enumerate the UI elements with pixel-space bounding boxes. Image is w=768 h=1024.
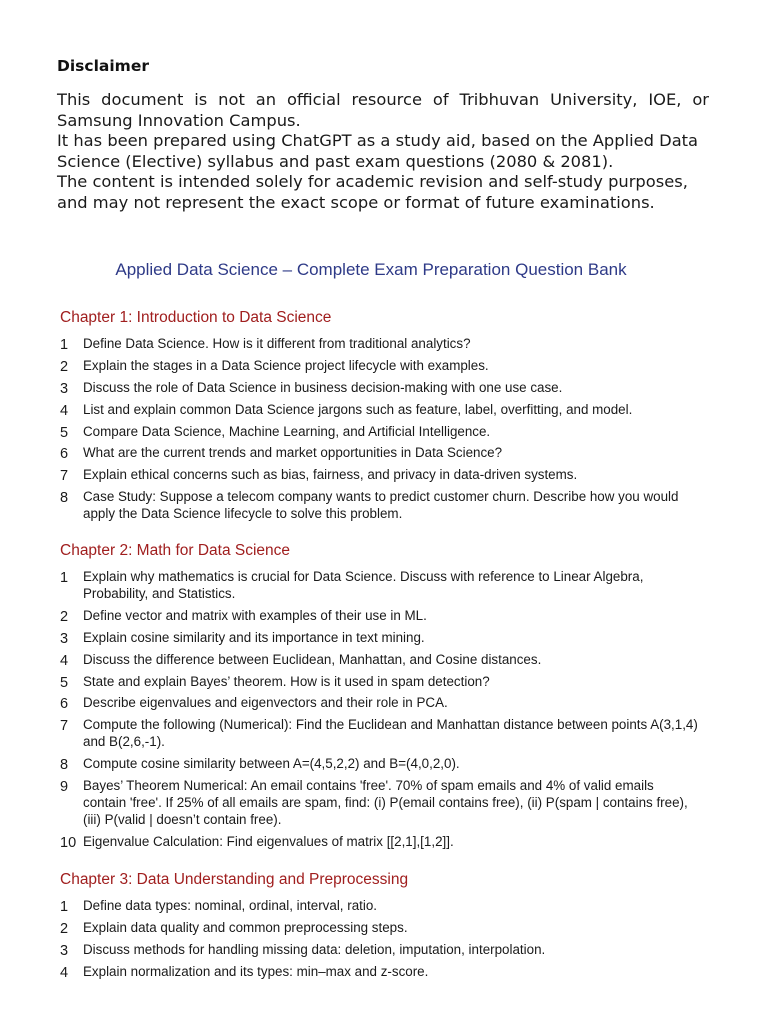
question-number: 3: [60, 380, 69, 397]
question-item: [60, 963, 700, 980]
question-item: [60, 941, 700, 958]
question-item: [60, 673, 700, 690]
question-number: 1: [60, 570, 69, 586]
question-number: 6: [60, 446, 69, 463]
document-title: Applied Data Science – Complete Exam Preparation Question Bank: [115, 260, 627, 279]
question-item: [60, 444, 700, 461]
question-text: Case Study: Suppose a telecom company wants to predict customer churn. Describe how you would apply the Data Science lifecycle to solve this problem.: [83, 489, 679, 522]
question-text: Explain data quality and common preprocessing steps.: [83, 919, 408, 935]
question-text: Discuss the role of Data Science in business decision-making with one use case.: [83, 379, 563, 395]
chapter-title: Chapter 2: Math for Data Science: [60, 542, 291, 559]
question-text: Bayes’ Theorem Numerical: An email contains 'free'. 70% of spam emails and 4% of valid emails contain 'free'. If 25% of all emails are spam, find: (i) P(email contains free), (ii) P(spam | contains free), (iii) P(valid | doesn’t contain free).: [83, 778, 688, 828]
question-text: Define Data Science. How is it different from traditional analytics?: [83, 336, 471, 351]
question-text: Discuss the difference between Euclidean, Manhattan, and Cosine distances.: [83, 651, 542, 667]
question-item: [60, 423, 700, 440]
question-item: [60, 568, 700, 602]
question-text: What are the current trends and market opportunities in Data Science?: [83, 445, 503, 461]
question-number: 4: [60, 964, 69, 981]
question-item: [60, 607, 700, 624]
question-text: Compare Data Science, Machine Learning, and Artificial Intelligence.: [83, 423, 491, 439]
disclaimer-section: [57, 57, 709, 213]
question-text: Explain normalization and its types: min–max and z-score.: [83, 963, 429, 979]
question-item: [60, 651, 700, 668]
question-text: Explain cosine similarity and its importance in text mining.: [83, 629, 425, 645]
disclaimer-line-1: [57, 90, 709, 111]
question-text: Define vector and matrix with examples of their use in ML.: [83, 607, 427, 623]
question-item: [60, 716, 700, 750]
question-number: 5: [60, 674, 69, 691]
question-text: Discuss methods for handling missing data: deletion, imputation, interpolation.: [83, 941, 546, 957]
chapter-1: [60, 309, 700, 527]
question-number: 2: [60, 608, 69, 625]
chapter-3: [60, 871, 700, 985]
question-number: 3: [60, 942, 69, 959]
question-item: [60, 694, 700, 711]
question-item: [60, 629, 700, 646]
question-text: Explain the stages in a Data Science project lifecycle with examples.: [83, 357, 489, 373]
question-text: Explain ethical concerns such as bias, fairness, and privacy in data-driven systems.: [83, 467, 578, 483]
disclaimer-campus: Samsung Innovation Campus.: [57, 110, 301, 130]
question-number: 6: [60, 696, 69, 713]
question-text: List and explain common Data Science jargons such as feature, label, overfitting, and model.: [83, 401, 633, 417]
disclaimer-title: Disclaimer: [57, 57, 149, 75]
question-number: 4: [60, 402, 69, 419]
question-number: 2: [60, 358, 69, 375]
question-number: 8: [60, 490, 69, 507]
question-text: Define data types: nominal, ordinal, interval, ratio.: [83, 898, 378, 913]
disclaimer-body: [57, 90, 709, 213]
question-number: 2: [60, 920, 69, 937]
question-number: 1: [60, 899, 69, 915]
question-number: 10: [60, 835, 77, 852]
question-text: Compute the following (Numerical): Find the Euclidean and Manhattan distance between points A(3,1,4) and B(2,6,-1).: [83, 717, 698, 750]
disclaimer-university: Tribhuvan University, IOE,: [459, 90, 682, 109]
question-number: 3: [60, 630, 69, 647]
question-item: [60, 335, 700, 352]
question-number: 8: [60, 757, 69, 774]
chapter-2: [60, 542, 700, 855]
question-number: 4: [60, 652, 69, 669]
question-item: [60, 357, 700, 374]
chapter-title: Chapter 1: Introduction to Data Science: [60, 309, 332, 326]
question-text: Describe eigenvalues and eigenvectors and their role in PCA.: [83, 695, 448, 711]
disclaimer-line-2: [57, 111, 709, 132]
disclaimer-line-1-suffix: or: [681, 90, 709, 109]
question-item: [60, 755, 700, 772]
question-text: Compute cosine similarity between A=(4,5,2,2) and B=(4,0,2,0).: [83, 756, 460, 772]
question-number: 7: [60, 468, 69, 485]
question-item: [60, 401, 700, 418]
disclaimer-paragraph-3: The content is intended solely for academic revision and self-study purposes, and may not represent the exact scope or format of future examinations.: [57, 172, 688, 212]
chapter-title: Chapter 3: Data Understanding and Preprocessing: [60, 871, 409, 888]
question-item: [60, 919, 700, 936]
question-number: 9: [60, 779, 69, 796]
disclaimer-line-1-prefix: This document is not an official resource of: [57, 90, 460, 109]
question-number: 7: [60, 718, 69, 735]
question-item: [60, 379, 700, 396]
disclaimer-paragraph-2: It has been prepared using ChatGPT as a study aid, based on the Applied Data Science (Elective) syllabus and past exam questions (2080 & 2081).: [57, 131, 699, 171]
question-item: [60, 488, 700, 522]
question-number: 1: [60, 337, 69, 353]
question-text: State and explain Bayes’ theorem. How is it used in spam detection?: [83, 673, 490, 689]
question-item: [60, 777, 700, 828]
question-text: Eigenvalue Calculation: Find eigenvalues of matrix [[2,1],[1,2]].: [83, 834, 454, 850]
question-item: [60, 466, 700, 483]
question-text: Explain why mathematics is crucial for Data Science. Discuss with reference to Linear Algebra, Probability, and Statistics.: [83, 569, 644, 601]
question-item: [60, 833, 700, 850]
question-item: [60, 897, 700, 914]
question-number: 5: [60, 424, 69, 441]
